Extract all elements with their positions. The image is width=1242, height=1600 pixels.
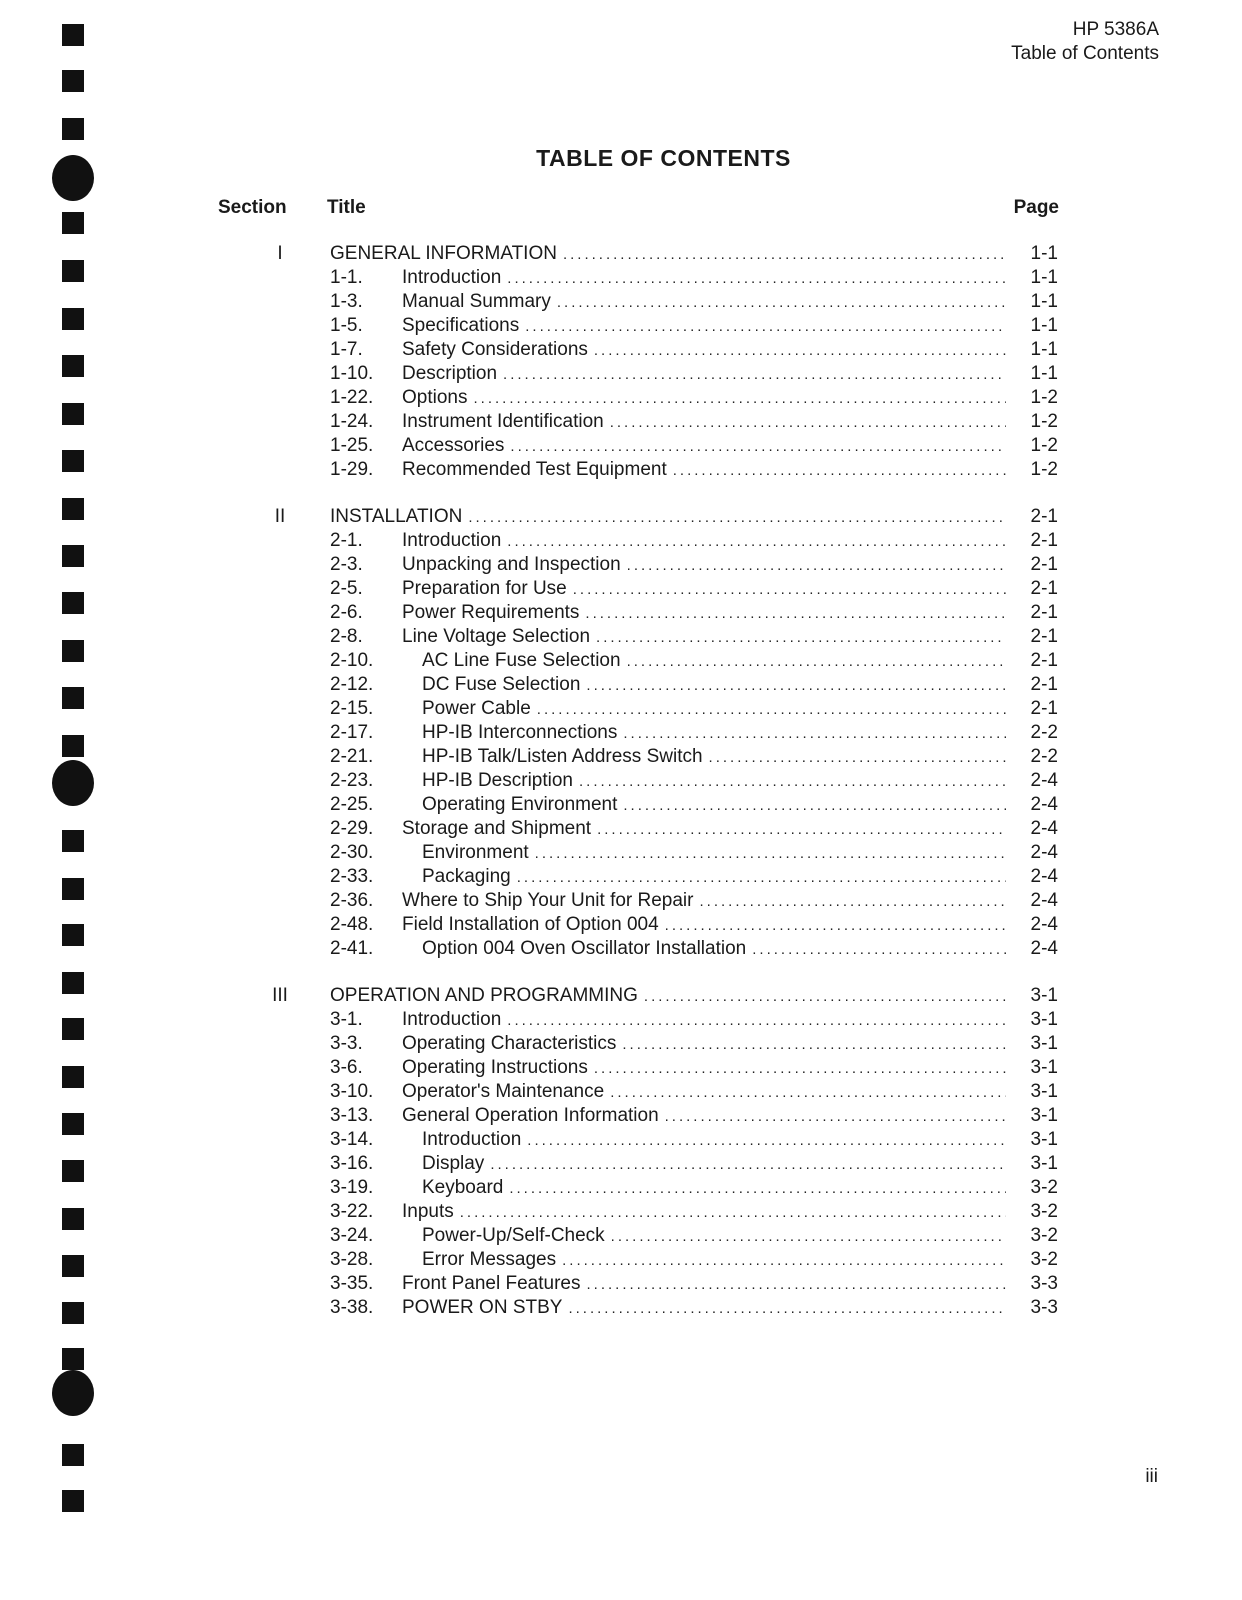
entry-page: 2-2 — [1030, 722, 1058, 743]
entry-title: Introduction — [402, 1009, 502, 1030]
entry-number: 1-24. — [330, 411, 374, 432]
entry-page: 2-1 — [1030, 602, 1058, 623]
dot-leader — [752, 938, 1006, 962]
entry-number: 3-19. — [330, 1177, 374, 1198]
toc-entry — [230, 266, 1060, 290]
entry-page: 1-1 — [1030, 267, 1058, 288]
entry-title: Option 004 Oven Oscillator Installation — [422, 938, 747, 959]
entry-title: Storage and Shipment — [402, 818, 592, 839]
entry-page: 2-4 — [1030, 770, 1058, 791]
entry-title: Power-Up/Self-Check — [422, 1225, 605, 1246]
toc-entry — [230, 865, 1060, 889]
toc-entry — [230, 338, 1060, 362]
entry-title: POWER ON STBY — [402, 1297, 563, 1318]
dot-leader — [568, 1297, 1006, 1321]
dot-leader — [700, 890, 1007, 914]
toc-entry — [230, 1008, 1060, 1032]
entry-page: 1-1 — [1030, 339, 1058, 360]
dot-leader — [622, 1033, 1006, 1057]
column-header-title: Title — [327, 197, 366, 218]
entry-title: Inputs — [402, 1201, 454, 1222]
dot-leader — [596, 626, 1006, 650]
dot-leader — [535, 842, 1006, 866]
toc-entry — [230, 649, 1060, 673]
entry-number: 2-1. — [330, 530, 363, 551]
entry-title: Operating Environment — [422, 794, 618, 815]
dot-leader — [473, 387, 1006, 411]
section-page: 2-1 — [1030, 506, 1058, 527]
entry-number: 3-10. — [330, 1081, 374, 1102]
entry-number: 2-17. — [330, 722, 374, 743]
entry-title: AC Line Fuse Selection — [422, 650, 621, 671]
punch-hole-square — [62, 1066, 84, 1088]
entry-page: 2-4 — [1030, 914, 1058, 935]
entry-page: 1-2 — [1030, 411, 1058, 432]
entry-page: 2-4 — [1030, 890, 1058, 911]
dot-leader — [627, 650, 1006, 674]
entry-number: 1-29. — [330, 459, 374, 480]
dot-leader — [525, 315, 1006, 339]
toc-entry — [230, 1152, 1060, 1176]
toc-section-row — [230, 984, 1060, 1008]
entry-page: 3-1 — [1030, 1105, 1058, 1126]
entry-page: 2-4 — [1030, 938, 1058, 959]
toc-section-row — [230, 242, 1060, 266]
toc-entry — [230, 290, 1060, 314]
punch-hole-square — [62, 878, 84, 900]
entry-number: 3-6. — [330, 1057, 363, 1078]
dot-leader — [585, 602, 1006, 626]
toc-entry — [230, 1128, 1060, 1152]
punch-hole-square — [62, 1018, 84, 1040]
punch-hole-square — [62, 592, 84, 614]
toc-entry — [230, 601, 1060, 625]
entry-number: 2-3. — [330, 554, 363, 575]
dot-leader — [644, 985, 1006, 1009]
entry-number: 2-21. — [330, 746, 374, 767]
dot-leader — [517, 866, 1006, 890]
dot-leader — [468, 506, 1006, 530]
toc-entry — [230, 1032, 1060, 1056]
punch-hole-square — [62, 830, 84, 852]
page-number: iii — [1145, 1466, 1158, 1487]
entry-number: 2-15. — [330, 698, 374, 719]
table-of-contents — [230, 242, 1060, 1343]
toc-entry — [230, 410, 1060, 434]
entry-page: 3-3 — [1030, 1297, 1058, 1318]
entry-page: 3-1 — [1030, 1057, 1058, 1078]
entry-page: 3-1 — [1030, 1033, 1058, 1054]
toc-entry — [230, 1296, 1060, 1320]
entry-number: 1-22. — [330, 387, 374, 408]
entry-page: 2-1 — [1030, 698, 1058, 719]
entry-number: 1-1. — [330, 267, 363, 288]
entry-number: 3-13. — [330, 1105, 374, 1126]
punch-hole-square — [62, 924, 84, 946]
entry-page: 3-3 — [1030, 1273, 1058, 1294]
toc-entry — [230, 937, 1060, 961]
entry-number: 2-25. — [330, 794, 374, 815]
entry-title: Safety Considerations — [402, 339, 588, 360]
section-page: 1-1 — [1030, 243, 1058, 264]
punch-hole-square — [62, 545, 84, 567]
punch-hole-square — [62, 498, 84, 520]
entry-page: 2-1 — [1030, 650, 1058, 671]
entry-number: 3-1. — [330, 1009, 363, 1030]
toc-entry — [230, 697, 1060, 721]
dot-leader — [579, 770, 1006, 794]
toc-entry — [230, 1272, 1060, 1296]
entry-title: Power Cable — [422, 698, 531, 719]
dot-leader — [665, 1105, 1006, 1129]
dot-leader — [507, 267, 1006, 291]
dot-leader — [594, 339, 1006, 363]
entry-number: 2-36. — [330, 890, 374, 911]
entry-page: 3-2 — [1030, 1225, 1058, 1246]
entry-number: 3-28. — [330, 1249, 374, 1270]
dot-leader — [460, 1201, 1006, 1225]
dot-leader — [665, 914, 1006, 938]
dot-leader — [627, 554, 1006, 578]
entry-page: 1-2 — [1030, 459, 1058, 480]
entry-number: 2-6. — [330, 602, 363, 623]
punch-hole-square — [62, 70, 84, 92]
entry-page: 2-4 — [1030, 818, 1058, 839]
dot-leader — [527, 1129, 1006, 1153]
toc-entry — [230, 1104, 1060, 1128]
entry-number: 2-5. — [330, 578, 363, 599]
entry-title: DC Fuse Selection — [422, 674, 581, 695]
entry-title: Recommended Test Equipment — [402, 459, 667, 480]
entry-number: 2-8. — [330, 626, 363, 647]
entry-page: 3-1 — [1030, 1153, 1058, 1174]
section-page: 3-1 — [1030, 985, 1058, 1006]
entry-number: 2-12. — [330, 674, 374, 695]
entry-title: Operator's Maintenance — [402, 1081, 605, 1102]
entry-page: 2-1 — [1030, 626, 1058, 647]
toc-entry — [230, 745, 1060, 769]
entry-title: Where to Ship Your Unit for Repair — [402, 890, 694, 911]
toc-entry — [230, 913, 1060, 937]
entry-title: Unpacking and Inspection — [402, 554, 621, 575]
entry-title: Field Installation of Option 004 — [402, 914, 659, 935]
entry-page: 2-4 — [1030, 866, 1058, 887]
punch-hole-square — [62, 1302, 84, 1324]
entry-title: Manual Summary — [402, 291, 551, 312]
toc-entry — [230, 314, 1060, 338]
dot-leader — [597, 818, 1006, 842]
dot-leader — [503, 363, 1006, 387]
entry-page: 1-2 — [1030, 435, 1058, 456]
toc-entry — [230, 458, 1060, 482]
entry-page: 1-2 — [1030, 387, 1058, 408]
entry-number: 3-35. — [330, 1273, 374, 1294]
dot-leader — [573, 578, 1006, 602]
entry-page: 2-1 — [1030, 578, 1058, 599]
entry-number: 1-3. — [330, 291, 363, 312]
entry-number: 2-33. — [330, 866, 374, 887]
section-heading: INSTALLATION — [330, 506, 463, 527]
entry-page: 3-1 — [1030, 1081, 1058, 1102]
entry-title: HP-IB Interconnections — [422, 722, 618, 743]
entry-page: 3-2 — [1030, 1177, 1058, 1198]
punch-hole-square — [62, 212, 84, 234]
dot-leader — [507, 1009, 1006, 1033]
punch-hole-square — [62, 24, 84, 46]
dot-leader — [610, 411, 1006, 435]
entry-page: 2-1 — [1030, 674, 1058, 695]
punch-hole-square — [62, 1444, 84, 1466]
dot-leader — [594, 1057, 1006, 1081]
punch-hole-square — [62, 450, 84, 472]
entry-number: 1-25. — [330, 435, 374, 456]
punch-hole-square — [62, 1255, 84, 1277]
entry-title: Introduction — [402, 267, 502, 288]
entry-title: Options — [402, 387, 468, 408]
entry-number: 3-22. — [330, 1201, 374, 1222]
header-subtitle: Table of Contents — [1011, 43, 1159, 64]
entry-title: Preparation for Use — [402, 578, 567, 599]
toc-entry — [230, 386, 1060, 410]
entry-number: 2-30. — [330, 842, 374, 863]
entry-title: Operating Characteristics — [402, 1033, 617, 1054]
toc-entry — [230, 793, 1060, 817]
entry-title: Keyboard — [422, 1177, 504, 1198]
header-model: HP 5386A — [1072, 19, 1159, 40]
entry-title: Front Panel Features — [402, 1273, 581, 1294]
punch-hole-square — [62, 735, 84, 757]
toc-entry — [230, 625, 1060, 649]
punch-hole-square — [62, 308, 84, 330]
entry-number: 3-16. — [330, 1153, 374, 1174]
entry-title: Introduction — [402, 530, 502, 551]
dot-leader — [563, 243, 1006, 267]
dot-leader — [623, 794, 1006, 818]
entry-page: 1-1 — [1030, 363, 1058, 384]
entry-title: Accessories — [402, 435, 505, 456]
toc-section-group — [230, 242, 1060, 482]
entry-number: 1-10. — [330, 363, 374, 384]
entry-number: 1-7. — [330, 339, 363, 360]
punch-hole-square — [62, 1113, 84, 1135]
entry-page: 3-2 — [1030, 1249, 1058, 1270]
entry-number: 2-48. — [330, 914, 374, 935]
entry-title: General Operation Information — [402, 1105, 659, 1126]
entry-number: 3-14. — [330, 1129, 374, 1150]
punch-hole-square — [62, 1208, 84, 1230]
toc-section-row — [230, 505, 1060, 529]
entry-page: 1-1 — [1030, 291, 1058, 312]
section-heading: GENERAL INFORMATION — [330, 243, 557, 264]
punch-hole-square — [62, 403, 84, 425]
entry-title: HP-IB Description — [422, 770, 573, 791]
punch-hole-square — [62, 640, 84, 662]
toc-entry — [230, 1056, 1060, 1080]
toc-section-group — [230, 505, 1060, 961]
dot-leader — [509, 1177, 1006, 1201]
toc-entry — [230, 721, 1060, 745]
entry-number: 1-5. — [330, 315, 363, 336]
entry-title: Specifications — [402, 315, 520, 336]
dot-leader — [709, 746, 1006, 770]
entry-number: 3-38. — [330, 1297, 374, 1318]
entry-title: Operating Instructions — [402, 1057, 588, 1078]
entry-title: Power Requirements — [402, 602, 580, 623]
section-heading: OPERATION AND PROGRAMMING — [330, 985, 638, 1006]
entry-title: Line Voltage Selection — [402, 626, 591, 647]
entry-title: Description — [402, 363, 498, 384]
entry-title: Instrument Identification — [402, 411, 604, 432]
column-header-section: Section — [218, 197, 287, 218]
column-header-page: Page — [1013, 197, 1059, 218]
toc-entry — [230, 553, 1060, 577]
dot-leader — [490, 1153, 1006, 1177]
dot-leader — [623, 722, 1006, 746]
toc-entry — [230, 673, 1060, 697]
punch-hole-square — [62, 1160, 84, 1182]
punch-hole-square — [62, 687, 84, 709]
section-numeral: II — [274, 506, 286, 527]
dot-leader — [610, 1081, 1006, 1105]
toc-entry — [230, 1200, 1060, 1224]
entry-page: 2-4 — [1030, 794, 1058, 815]
dot-leader — [586, 674, 1006, 698]
entry-number: 2-23. — [330, 770, 374, 791]
toc-entry — [230, 769, 1060, 793]
entry-page: 2-2 — [1030, 746, 1058, 767]
punch-hole-square — [62, 355, 84, 377]
entry-number: 2-41. — [330, 938, 374, 959]
punch-hole-round — [52, 760, 94, 806]
running-header — [1011, 18, 1159, 66]
entry-title: Introduction — [422, 1129, 522, 1150]
punch-hole-square — [62, 1490, 84, 1512]
entry-page: 3-1 — [1030, 1009, 1058, 1030]
entry-title: Error Messages — [422, 1249, 557, 1270]
toc-section-group — [230, 984, 1060, 1320]
punch-hole-square — [62, 1348, 84, 1370]
entry-title: Environment — [422, 842, 529, 863]
punch-hole-square — [62, 118, 84, 140]
entry-page: 1-1 — [1030, 315, 1058, 336]
entry-page: 2-1 — [1030, 530, 1058, 551]
entry-number: 3-24. — [330, 1225, 374, 1246]
toc-entry — [230, 529, 1060, 553]
toc-entry — [230, 841, 1060, 865]
toc-entry — [230, 889, 1060, 913]
entry-page: 3-1 — [1030, 1129, 1058, 1150]
punch-hole-square — [62, 972, 84, 994]
dot-leader — [673, 459, 1006, 483]
toc-entry — [230, 434, 1060, 458]
toc-entry — [230, 1176, 1060, 1200]
dot-leader — [586, 1273, 1006, 1297]
entry-number: 2-10. — [330, 650, 374, 671]
dot-leader — [611, 1225, 1006, 1249]
page-title: TABLE OF CONTENTS — [536, 145, 791, 171]
entry-title: Packaging — [422, 866, 511, 887]
entry-title: Display — [422, 1153, 485, 1174]
entry-number: 3-3. — [330, 1033, 363, 1054]
dot-leader — [537, 698, 1006, 722]
entry-page: 2-1 — [1030, 554, 1058, 575]
dot-leader — [562, 1249, 1006, 1273]
dot-leader — [507, 530, 1006, 554]
section-numeral: I — [277, 243, 283, 264]
punch-hole-square — [62, 260, 84, 282]
dot-leader — [557, 291, 1006, 315]
entry-number: 2-29. — [330, 818, 374, 839]
toc-entry — [230, 1248, 1060, 1272]
entry-page: 2-4 — [1030, 842, 1058, 863]
section-numeral: III — [272, 985, 288, 1006]
toc-entry — [230, 577, 1060, 601]
dot-leader — [510, 435, 1006, 459]
toc-entry — [230, 817, 1060, 841]
toc-entry — [230, 1224, 1060, 1248]
entry-page: 3-2 — [1030, 1201, 1058, 1222]
punch-hole-round — [52, 1370, 94, 1416]
entry-title: HP-IB Talk/Listen Address Switch — [422, 746, 703, 767]
toc-entry — [230, 1080, 1060, 1104]
toc-entry — [230, 362, 1060, 386]
